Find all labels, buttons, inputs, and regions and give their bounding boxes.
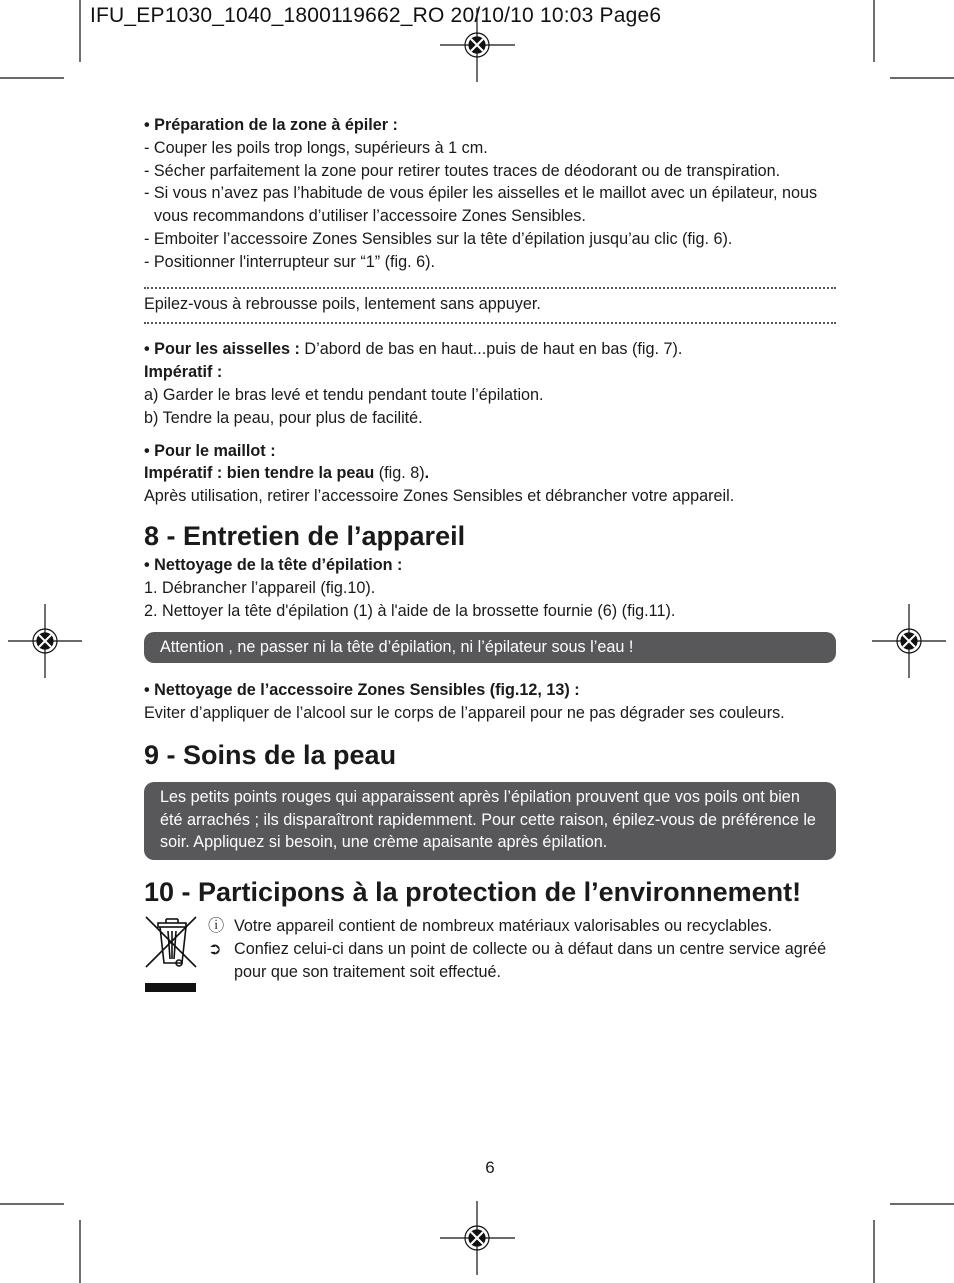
- environment-item-2: [208, 938, 836, 984]
- prep-heading: • Préparation de la zone à épiler :: [144, 116, 398, 134]
- cleaning-step-1: 1. Débrancher l’appareil (fig.10).: [144, 578, 376, 597]
- cleaning-head-heading: • Nettoyage de la tête d’épilation :: [144, 555, 403, 574]
- prep-item-1: - Couper les poils trop longs, supérieurs à 1 cm.: [144, 138, 488, 157]
- section-9-title: 9 - Soins de la peau: [144, 739, 397, 770]
- bikini-lead: • Pour le maillot :: [144, 441, 276, 460]
- environment-list: [208, 915, 836, 983]
- section-10-title: 10 - Participons à la protection de l’environnement!: [144, 877, 802, 908]
- registration-mark-top: [440, 8, 515, 82]
- warning-box: Attention , ne passer ni la tête d’épilation, ni l’épilateur sous l’eau !: [144, 632, 836, 663]
- skin-care-box: Les petits points rouges qui apparaissent après l’épilation prouvent que vos poils ont bien été arrachés ; ils disparaîtront rapidemment. Pour cette raison, épilez-vous de préférence le soir. Appliquez si besoin, une crème apaisante après épilation.: [144, 782, 836, 860]
- arrow-icon: ➲: [208, 939, 222, 958]
- armpits-step-a: a) Garder le bras levé et tendu pendant toute l’épilation.: [144, 385, 544, 404]
- dotted-divider-top: [144, 287, 836, 289]
- armpits-text: D’abord de bas en haut...puis de haut en bas (fig. 7).: [299, 340, 683, 359]
- armpits-imperative: Impératif :: [144, 363, 223, 382]
- technique-note: Epilez-vous à rebrousse poils, lentement sans appuyer.: [144, 294, 541, 313]
- cleaning-step-2: 2. Nettoyer la tête d'épilation (1) à l'aide de la brossette fournie (6) (fig.11).: [144, 601, 676, 620]
- environment-block: [144, 915, 836, 1001]
- environment-item-1-text: Votre appareil contient de nombreux matériaux valorisables ou recyclables.: [234, 917, 773, 936]
- accessory-cleaning-text: Eviter d’appliquer de l’alcool sur le corps de l’appareil pour ne pas dégrader ses couleurs.: [144, 703, 785, 722]
- bikini-fig: (fig. 8): [374, 464, 425, 483]
- registration-mark-left: [8, 604, 82, 678]
- print-slug: IFU_EP1030_1040_1800119662_RO 20/10/10 10:03 Page6: [90, 4, 662, 27]
- registration-mark-bottom: [440, 1201, 515, 1275]
- prep-item-3: - Si vous n’avez pas l’habitude de vous épiler les aisselles et le maillot avec un épilateur, nous vous recommandons d’utiliser l’accessoire Zones Sensibles.: [144, 184, 818, 226]
- registration-mark-right: [872, 604, 946, 678]
- bikini-imperative: Impératif : bien tendre la peau: [144, 464, 375, 483]
- environment-item-1: [208, 915, 836, 938]
- environment-item-2-text: Confiez celui-ci dans un point de collecte ou à défaut dans un centre service agréé pour que son traitement soit effectué.: [234, 939, 827, 981]
- info-icon: ⓘ: [208, 917, 225, 936]
- armpits-lead: • Pour les aisselles :: [144, 340, 300, 359]
- prep-item-5: - Positionner l'interrupteur sur “1” (fig. 6).: [144, 252, 435, 271]
- armpits-instruction: [144, 338, 836, 361]
- crossed-out-bin-icon: [144, 915, 200, 997]
- prep-item-2: - Sécher parfaitement la zone pour retirer toutes traces de déodorant ou de transpiration.: [144, 161, 781, 180]
- section-8-title: 8 - Entretien de l’appareil: [144, 520, 466, 551]
- page-content: [144, 114, 836, 1001]
- prep-item-4: - Emboiter l’accessoire Zones Sensibles sur la tête d’épilation jusqu’au clic (fig. 6).: [144, 229, 733, 248]
- accessory-cleaning-heading: • Nettoyage de l’accessoire Zones Sensibles (fig.12, 13) :: [144, 681, 580, 700]
- page-number: 6: [485, 1158, 495, 1177]
- bikini-imperative-line: [144, 462, 836, 485]
- armpits-step-b: b) Tendre la peau, pour plus de facilité.: [144, 408, 423, 427]
- after-use-text: Après utilisation, retirer l’accessoire Zones Sensibles et débrancher votre appareil.: [144, 487, 735, 506]
- bikini-dot: .: [424, 464, 430, 483]
